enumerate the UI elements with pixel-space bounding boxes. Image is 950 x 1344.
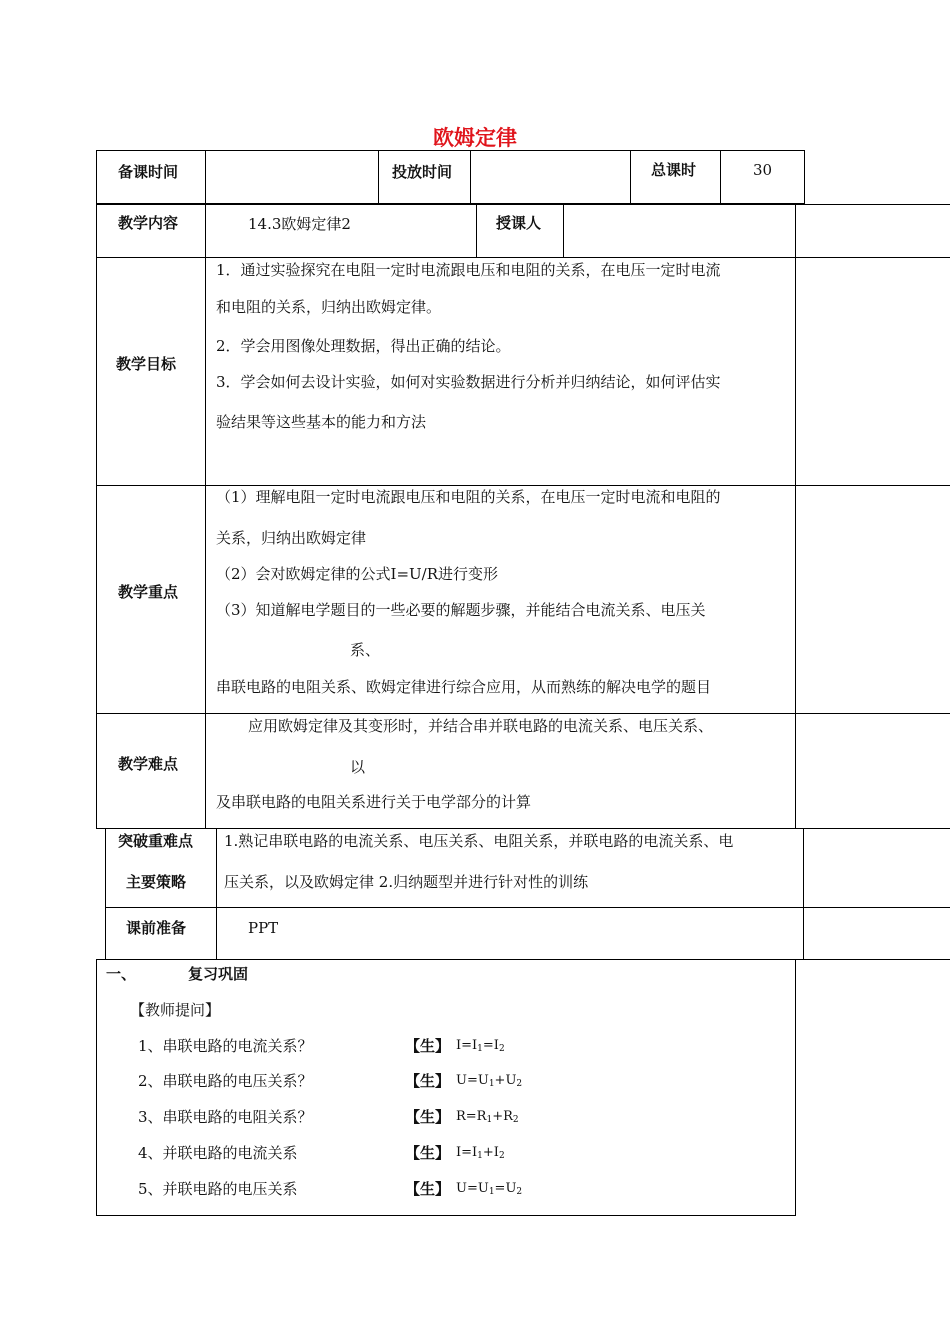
- difficulty-line: 及串联电路的电阻关系进行关于电学部分的计算: [216, 793, 532, 811]
- label-objectives: 教学目标: [116, 355, 177, 373]
- review-question: 3、串联电路的电阻关系？: [138, 1108, 313, 1126]
- review-answer: $I=I_1+I_2$: [456, 1145, 505, 1161]
- review-subheading: 【教师提问】: [130, 1001, 221, 1019]
- objective-line: 2．学会用图像处理数据，得出正确的结论。: [216, 337, 511, 355]
- difficulty-line: 以: [350, 758, 366, 776]
- review-answer: $R=R_1+R_2$: [456, 1109, 519, 1125]
- value-prep: PPT: [248, 919, 279, 937]
- page-title: 欧姆定律: [433, 126, 517, 150]
- review-heading-number: 一、: [106, 965, 137, 983]
- strategy-line: 压关系，以及欧姆定律 2.归纳题型并进行针对性的训练: [224, 873, 589, 891]
- value-total-hours: 30: [753, 161, 773, 179]
- label-prep: 课前准备: [126, 919, 187, 937]
- student-tag: 【生】: [405, 1072, 451, 1090]
- key-point-line: （3）知道解电学题目的一些必要的解题步骤，并能结合电流关系、电压关: [216, 601, 706, 619]
- value-teaching-content: 14.3欧姆定律2: [248, 215, 351, 233]
- review-question: 1、串联电路的电流关系？: [138, 1037, 313, 1055]
- label-release-time: 投放时间: [392, 163, 453, 181]
- label-key-points: 教学重点: [118, 583, 179, 601]
- label-prep-time: 备课时间: [118, 163, 179, 181]
- review-answer: $I=I_1=I_2$: [456, 1038, 505, 1054]
- label-total-hours: 总课时: [651, 161, 697, 179]
- student-tag: 【生】: [405, 1144, 451, 1162]
- objective-line: 和电阻的关系，归纳出欧姆定律。: [216, 298, 442, 316]
- objective-line: 验结果等这些基本的能力和方法: [216, 413, 427, 431]
- student-tag: 【生】: [405, 1037, 451, 1055]
- student-tag: 【生】: [405, 1180, 451, 1198]
- review-answer: $U=U_1+U_2$: [456, 1073, 523, 1089]
- objective-line: 1．通过实验探究在电阻一定时电流跟电压和电阻的关系，在电压一定时电流: [216, 261, 721, 279]
- label-strategy-line1: 突破重难点: [118, 832, 194, 850]
- review-heading: 复习巩固: [188, 965, 249, 983]
- key-point-line: 串联电路的电阻关系、欧姆定律进行综合应用，从而熟练的解决电学的题目: [216, 678, 712, 696]
- key-point-line: （2）会对欧姆定律的公式I=U/R进行变形: [216, 565, 499, 583]
- review-answer: $U=U_1=U_2$: [456, 1181, 523, 1197]
- objective-line: 3．学会如何去设计实验，如何对实验数据进行分析并归纳结论，如何评估实: [216, 373, 721, 391]
- label-difficulties: 教学难点: [118, 755, 179, 773]
- review-question: 5、并联电路的电压关系: [138, 1180, 298, 1198]
- key-point-line: 系、: [350, 641, 381, 659]
- student-tag: 【生】: [405, 1108, 451, 1126]
- key-point-line: 关系，归纳出欧姆定律: [216, 529, 367, 547]
- review-question: 4、并联电路的电流关系: [138, 1144, 298, 1162]
- review-question: 2、串联电路的电压关系？: [138, 1072, 313, 1090]
- strategy-line: 1.熟记串联电路的电流关系、电压关系、电阻关系，并联电路的电流关系、电: [224, 832, 734, 850]
- label-teacher: 授课人: [496, 214, 542, 232]
- difficulty-line: 应用欧姆定律及其变形时，并结合串并联电路的电流关系、电压关系、: [248, 717, 714, 735]
- label-teaching-content: 教学内容: [118, 214, 179, 232]
- label-strategy-line2: 主要策略: [126, 873, 187, 891]
- key-point-line: （1）理解电阻一定时电流跟电压和电阻的关系，在电压一定时电流和电阻的: [216, 488, 721, 506]
